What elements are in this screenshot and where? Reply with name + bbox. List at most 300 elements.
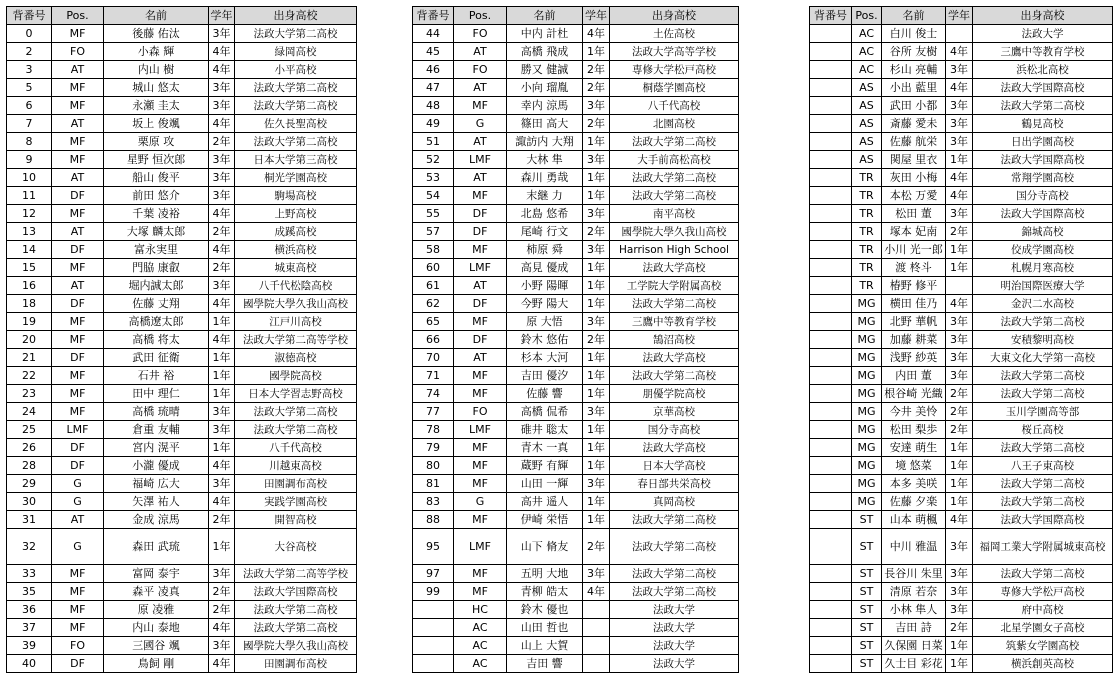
cell-number [810, 601, 852, 619]
cell-grade [946, 25, 973, 43]
cell-school: 鵠沼高校 [610, 331, 739, 349]
cell-number [810, 43, 852, 61]
cell-school: 専修大学松戸高校 [610, 61, 739, 79]
cell-position: MG [852, 475, 882, 493]
cell-grade: 3年 [946, 115, 973, 133]
cell-position: TR [852, 259, 882, 277]
cell-school: 日本大学習志野高校 [235, 385, 357, 403]
cell-number: 48 [413, 97, 454, 115]
cell-number: 74 [413, 385, 454, 403]
cell-number: 51 [413, 133, 454, 151]
cell-school: 成蹊高校 [235, 223, 357, 241]
cell-school: 法政大学第二高校 [235, 619, 357, 637]
cell-grade: 3年 [946, 529, 973, 565]
cell-name: 永瀬 圭太 [104, 97, 209, 115]
table-row [413, 349, 739, 367]
cell-number: 23 [7, 385, 52, 403]
cell-name: 斎藤 愛未 [882, 115, 946, 133]
header-row [810, 7, 1113, 25]
cell-position: LMF [454, 421, 507, 439]
cell-number [413, 655, 454, 673]
cell-grade: 2年 [583, 61, 610, 79]
cell-name: 小出 藍里 [882, 79, 946, 97]
table-row [810, 97, 1113, 115]
cell-grade: 4年 [946, 187, 973, 205]
cell-name: 高見 優成 [507, 259, 583, 277]
cell-position: TR [852, 169, 882, 187]
cell-name: 北野 華帆 [882, 313, 946, 331]
header-number: 背番号 [413, 7, 454, 25]
cell-name: 谷所 友樹 [882, 43, 946, 61]
cell-grade: 2年 [209, 223, 235, 241]
cell-number [810, 583, 852, 601]
cell-name: 本松 万愛 [882, 187, 946, 205]
cell-position: LMF [454, 151, 507, 169]
cell-name: 加藤 耕菜 [882, 331, 946, 349]
cell-grade: 3年 [209, 151, 235, 169]
cell-grade: 3年 [209, 97, 235, 115]
cell-position: MF [454, 583, 507, 601]
cell-school: 日本大学高校 [610, 457, 739, 475]
cell-grade: 3年 [583, 151, 610, 169]
cell-position: AS [852, 151, 882, 169]
table-row [7, 583, 357, 601]
cell-name: 富岡 泰宇 [104, 565, 209, 583]
cell-position: AC [454, 655, 507, 673]
cell-number: 70 [413, 349, 454, 367]
cell-position: MG [852, 421, 882, 439]
cell-number: 81 [413, 475, 454, 493]
cell-name: 金成 涼馬 [104, 511, 209, 529]
cell-grade: 4年 [209, 295, 235, 313]
cell-position: TR [852, 205, 882, 223]
cell-number: 83 [413, 493, 454, 511]
cell-grade: 4年 [209, 619, 235, 637]
cell-name: 倉重 友輔 [104, 421, 209, 439]
cell-grade: 1年 [583, 133, 610, 151]
cell-position: MF [52, 97, 104, 115]
cell-position: G [454, 115, 507, 133]
table-row [7, 331, 357, 349]
cell-school: 駒場高校 [235, 187, 357, 205]
cell-grade: 2年 [209, 511, 235, 529]
cell-grade: 1年 [946, 493, 973, 511]
cell-position: MF [52, 133, 104, 151]
cell-number [810, 529, 852, 565]
cell-number [810, 205, 852, 223]
table-row [413, 115, 739, 133]
table-row [810, 25, 1113, 43]
cell-position: MF [454, 241, 507, 259]
cell-grade: 3年 [946, 367, 973, 385]
cell-school: 筑紫女学園高校 [973, 637, 1113, 655]
table-row [810, 187, 1113, 205]
cell-position: DF [454, 331, 507, 349]
table-row [7, 493, 357, 511]
cell-grade: 2年 [946, 619, 973, 637]
cell-number: 62 [413, 295, 454, 313]
cell-grade: 1年 [583, 493, 610, 511]
cell-name: 小向 瑠胤 [507, 79, 583, 97]
cell-number [810, 133, 852, 151]
cell-school: 桐蔭学園高校 [610, 79, 739, 97]
cell-position: FO [454, 25, 507, 43]
cell-school: 法政大学第二高校 [610, 187, 739, 205]
cell-grade: 1年 [209, 367, 235, 385]
cell-school: 法政大学国際高校 [973, 205, 1113, 223]
cell-school: 玉川学園高等部 [973, 403, 1113, 421]
cell-name: 栗原 攻 [104, 133, 209, 151]
cell-school: 鶴見高校 [973, 115, 1113, 133]
cell-number: 58 [413, 241, 454, 259]
cell-number: 22 [7, 367, 52, 385]
header-name: 名前 [507, 7, 583, 25]
cell-school: 土佐高校 [610, 25, 739, 43]
table-row [7, 61, 357, 79]
table-row [7, 367, 357, 385]
cell-school: 法政大学国際高校 [973, 79, 1113, 97]
cell-number [413, 637, 454, 655]
cell-grade: 1年 [583, 187, 610, 205]
cell-number: 35 [7, 583, 52, 601]
cell-position: HC [454, 601, 507, 619]
table-row [413, 205, 739, 223]
table-row [810, 259, 1113, 277]
cell-name: 森平 凌真 [104, 583, 209, 601]
cell-position: AC [852, 25, 882, 43]
cell-position: MG [852, 331, 882, 349]
cell-position: ST [852, 601, 882, 619]
cell-school: 金沢二水高校 [973, 295, 1113, 313]
cell-grade: 2年 [946, 223, 973, 241]
table-row [7, 457, 357, 475]
cell-grade: 3年 [209, 79, 235, 97]
table-row [7, 187, 357, 205]
table-row [7, 79, 357, 97]
cell-grade: 4年 [209, 655, 235, 673]
cell-number: 0 [7, 25, 52, 43]
cell-name: 内山 泰地 [104, 619, 209, 637]
cell-position: AC [852, 43, 882, 61]
cell-school: 法政大学第二高校 [610, 133, 739, 151]
cell-school: 横浜高校 [235, 241, 357, 259]
cell-name: 福崎 広大 [104, 475, 209, 493]
cell-name: 中川 雅温 [882, 529, 946, 565]
table-row [413, 403, 739, 421]
cell-name: 浅野 紗英 [882, 349, 946, 367]
cell-grade: 2年 [583, 529, 610, 565]
table-row [810, 475, 1113, 493]
cell-name: 柿原 舜 [507, 241, 583, 259]
cell-name: 内田 董 [882, 367, 946, 385]
cell-school: 国分寺高校 [610, 421, 739, 439]
cell-number: 79 [413, 439, 454, 457]
cell-grade: 1年 [583, 457, 610, 475]
cell-position: TR [852, 241, 882, 259]
table-row [413, 61, 739, 79]
cell-position: MF [454, 367, 507, 385]
cell-number: 18 [7, 295, 52, 313]
table-row [810, 313, 1113, 331]
cell-number: 33 [7, 565, 52, 583]
cell-position: TR [852, 223, 882, 241]
cell-grade: 1年 [209, 439, 235, 457]
cell-grade: 4年 [946, 169, 973, 187]
cell-number [810, 475, 852, 493]
cell-position: ST [852, 583, 882, 601]
header-school: 出身高校 [610, 7, 739, 25]
cell-school: 緑岡高校 [235, 43, 357, 61]
cell-grade: 4年 [946, 43, 973, 61]
cell-grade: 2年 [583, 79, 610, 97]
cell-school: 国分寺高校 [973, 187, 1113, 205]
cell-position: G [52, 493, 104, 511]
cell-position: LMF [52, 421, 104, 439]
cell-school: 法政大学第二高校 [610, 169, 739, 187]
cell-name: 松田 董 [882, 205, 946, 223]
cell-grade: 3年 [209, 187, 235, 205]
cell-name: 蔵野 有輝 [507, 457, 583, 475]
cell-school: 法政大学第二高校 [235, 133, 357, 151]
cell-school: 法政大学第二高校 [973, 439, 1113, 457]
cell-school: 法政大学第二高校 [973, 97, 1113, 115]
cell-position: AT [52, 223, 104, 241]
cell-number: 15 [7, 259, 52, 277]
table-row [7, 43, 357, 61]
cell-school: 大手前高松高校 [610, 151, 739, 169]
cell-name: 城山 悠太 [104, 79, 209, 97]
cell-number: 31 [7, 511, 52, 529]
cell-grade: 1年 [583, 259, 610, 277]
cell-grade: 1年 [946, 151, 973, 169]
cell-position: AS [852, 97, 882, 115]
cell-grade: 1年 [583, 43, 610, 61]
cell-number: 52 [413, 151, 454, 169]
table-row [413, 133, 739, 151]
cell-grade: 2年 [946, 403, 973, 421]
cell-number: 77 [413, 403, 454, 421]
table-row [7, 25, 357, 43]
header-number: 背番号 [7, 7, 52, 25]
cell-school: 法政大学第二高校 [973, 385, 1113, 403]
table-row [413, 493, 739, 511]
cell-number [810, 169, 852, 187]
cell-name: 碓井 聡太 [507, 421, 583, 439]
cell-number: 2 [7, 43, 52, 61]
cell-name: 船山 俊平 [104, 169, 209, 187]
table-row [7, 655, 357, 673]
cell-grade: 4年 [946, 511, 973, 529]
cell-number: 39 [7, 637, 52, 655]
cell-position: LMF [454, 259, 507, 277]
cell-grade [583, 655, 610, 673]
cell-name: 武田 征衛 [104, 349, 209, 367]
cell-school: 八千代高校 [610, 97, 739, 115]
cell-name: 原 大悟 [507, 313, 583, 331]
header-school: 出身高校 [973, 7, 1113, 25]
table-row [7, 313, 357, 331]
header-grade: 学年 [209, 7, 235, 25]
cell-position: AS [852, 79, 882, 97]
cell-school: 府中高校 [973, 601, 1113, 619]
cell-number [810, 79, 852, 97]
cell-grade: 1年 [583, 349, 610, 367]
cell-name: 原 凌雅 [104, 601, 209, 619]
cell-grade: 4年 [209, 457, 235, 475]
cell-grade: 2年 [583, 115, 610, 133]
table-row [413, 511, 739, 529]
cell-name: 小野 陽暉 [507, 277, 583, 295]
cell-position: FO [454, 61, 507, 79]
cell-position: ST [852, 619, 882, 637]
cell-number [810, 637, 852, 655]
cell-name: 北島 悠希 [507, 205, 583, 223]
cell-position: AT [52, 115, 104, 133]
cell-number: 78 [413, 421, 454, 439]
table-row [810, 637, 1113, 655]
cell-number: 57 [413, 223, 454, 241]
cell-position: MF [52, 205, 104, 223]
roster-table-left [6, 6, 357, 673]
header-row [413, 7, 739, 25]
cell-position: ST [852, 511, 882, 529]
cell-grade: 3年 [946, 583, 973, 601]
cell-school: 田園調布高校 [235, 655, 357, 673]
table-row [810, 61, 1113, 79]
cell-name: 山田 一輝 [507, 475, 583, 493]
roster-table-right [809, 6, 1113, 673]
cell-grade: 3年 [946, 331, 973, 349]
cell-school: 錦城高校 [973, 223, 1113, 241]
table-row [413, 385, 739, 403]
cell-name: 今井 美怜 [882, 403, 946, 421]
roster-table-middle [412, 6, 739, 673]
table-row [413, 313, 739, 331]
cell-school: 三鷹中等教育学校 [973, 43, 1113, 61]
cell-number [810, 151, 852, 169]
cell-name: 篠田 高大 [507, 115, 583, 133]
table-row [810, 619, 1113, 637]
cell-school: 法政大学第二高校 [235, 25, 357, 43]
cell-number [810, 367, 852, 385]
cell-school: 國學院高校 [235, 367, 357, 385]
cell-position: AS [852, 133, 882, 151]
cell-number: 45 [413, 43, 454, 61]
cell-name: 矢澤 祐人 [104, 493, 209, 511]
table-row [810, 151, 1113, 169]
cell-number: 3 [7, 61, 52, 79]
cell-grade: 1年 [946, 439, 973, 457]
cell-number: 37 [7, 619, 52, 637]
cell-name: 前田 悠介 [104, 187, 209, 205]
cell-grade: 4年 [583, 583, 610, 601]
cell-school: 法政大学第二高校 [235, 79, 357, 97]
cell-name: 五明 大地 [507, 565, 583, 583]
cell-school: 法政大学国際高校 [973, 151, 1113, 169]
cell-school: 法政大学国際高校 [235, 583, 357, 601]
cell-number: 16 [7, 277, 52, 295]
cell-name: 佐藤 丈翔 [104, 295, 209, 313]
cell-name: 石井 裕 [104, 367, 209, 385]
cell-grade: 4年 [209, 205, 235, 223]
cell-grade: 1年 [946, 259, 973, 277]
cell-number: 53 [413, 169, 454, 187]
cell-name: 佐藤 響 [507, 385, 583, 403]
cell-school: 田園調布高校 [235, 475, 357, 493]
cell-number [810, 511, 852, 529]
cell-school: 八千代松陰高校 [235, 277, 357, 295]
table-row [413, 475, 739, 493]
cell-grade: 3年 [946, 349, 973, 367]
table-row [7, 295, 357, 313]
cell-number [810, 295, 852, 313]
cell-school: 法政大学 [973, 25, 1113, 43]
cell-school: 上野高校 [235, 205, 357, 223]
header-grade: 学年 [946, 7, 973, 25]
cell-number [810, 331, 852, 349]
cell-position: MF [454, 511, 507, 529]
cell-number: 80 [413, 457, 454, 475]
cell-grade: 3年 [209, 169, 235, 187]
cell-grade: 3年 [583, 403, 610, 421]
cell-grade: 3年 [583, 313, 610, 331]
cell-school: Harrison High School [610, 241, 739, 259]
header-name: 名前 [882, 7, 946, 25]
cell-name: 吉田 響 [507, 655, 583, 673]
cell-grade: 2年 [946, 421, 973, 439]
cell-position: DF [52, 655, 104, 673]
cell-name: 千葉 凌裕 [104, 205, 209, 223]
cell-grade: 3年 [583, 565, 610, 583]
cell-number [810, 349, 852, 367]
cell-grade: 1年 [583, 367, 610, 385]
cell-position: MG [852, 295, 882, 313]
cell-position: MG [852, 349, 882, 367]
table-row [810, 529, 1113, 565]
table-row [7, 277, 357, 295]
cell-position: DF [52, 349, 104, 367]
table-row [810, 457, 1113, 475]
header-school: 出身高校 [235, 7, 357, 25]
cell-school: 法政大学 [610, 619, 739, 637]
table-row [7, 385, 357, 403]
cell-position: G [52, 529, 104, 565]
cell-grade: 3年 [583, 205, 610, 223]
cell-name: 鳥飼 剛 [104, 655, 209, 673]
cell-number: 10 [7, 169, 52, 187]
cell-school: 法政大学第二高校 [973, 565, 1113, 583]
cell-number: 55 [413, 205, 454, 223]
cell-name: 三國谷 颯 [104, 637, 209, 655]
cell-number: 44 [413, 25, 454, 43]
cell-position: AT [52, 169, 104, 187]
table-row [810, 493, 1113, 511]
cell-grade: 3年 [209, 565, 235, 583]
cell-grade: 1年 [946, 241, 973, 259]
cell-name: 久保園 日菜 [882, 637, 946, 655]
cell-name: 灰田 小梅 [882, 169, 946, 187]
cell-name: 小林 隼人 [882, 601, 946, 619]
table-row [7, 151, 357, 169]
cell-school: 南平高校 [610, 205, 739, 223]
table-row [810, 79, 1113, 97]
cell-position: TR [852, 277, 882, 295]
cell-grade: 3年 [946, 601, 973, 619]
cell-grade: 2年 [209, 133, 235, 151]
header-number: 背番号 [810, 7, 852, 25]
cell-school: 朋優学院高校 [610, 385, 739, 403]
cell-school: 法政大学第二高校 [973, 367, 1113, 385]
